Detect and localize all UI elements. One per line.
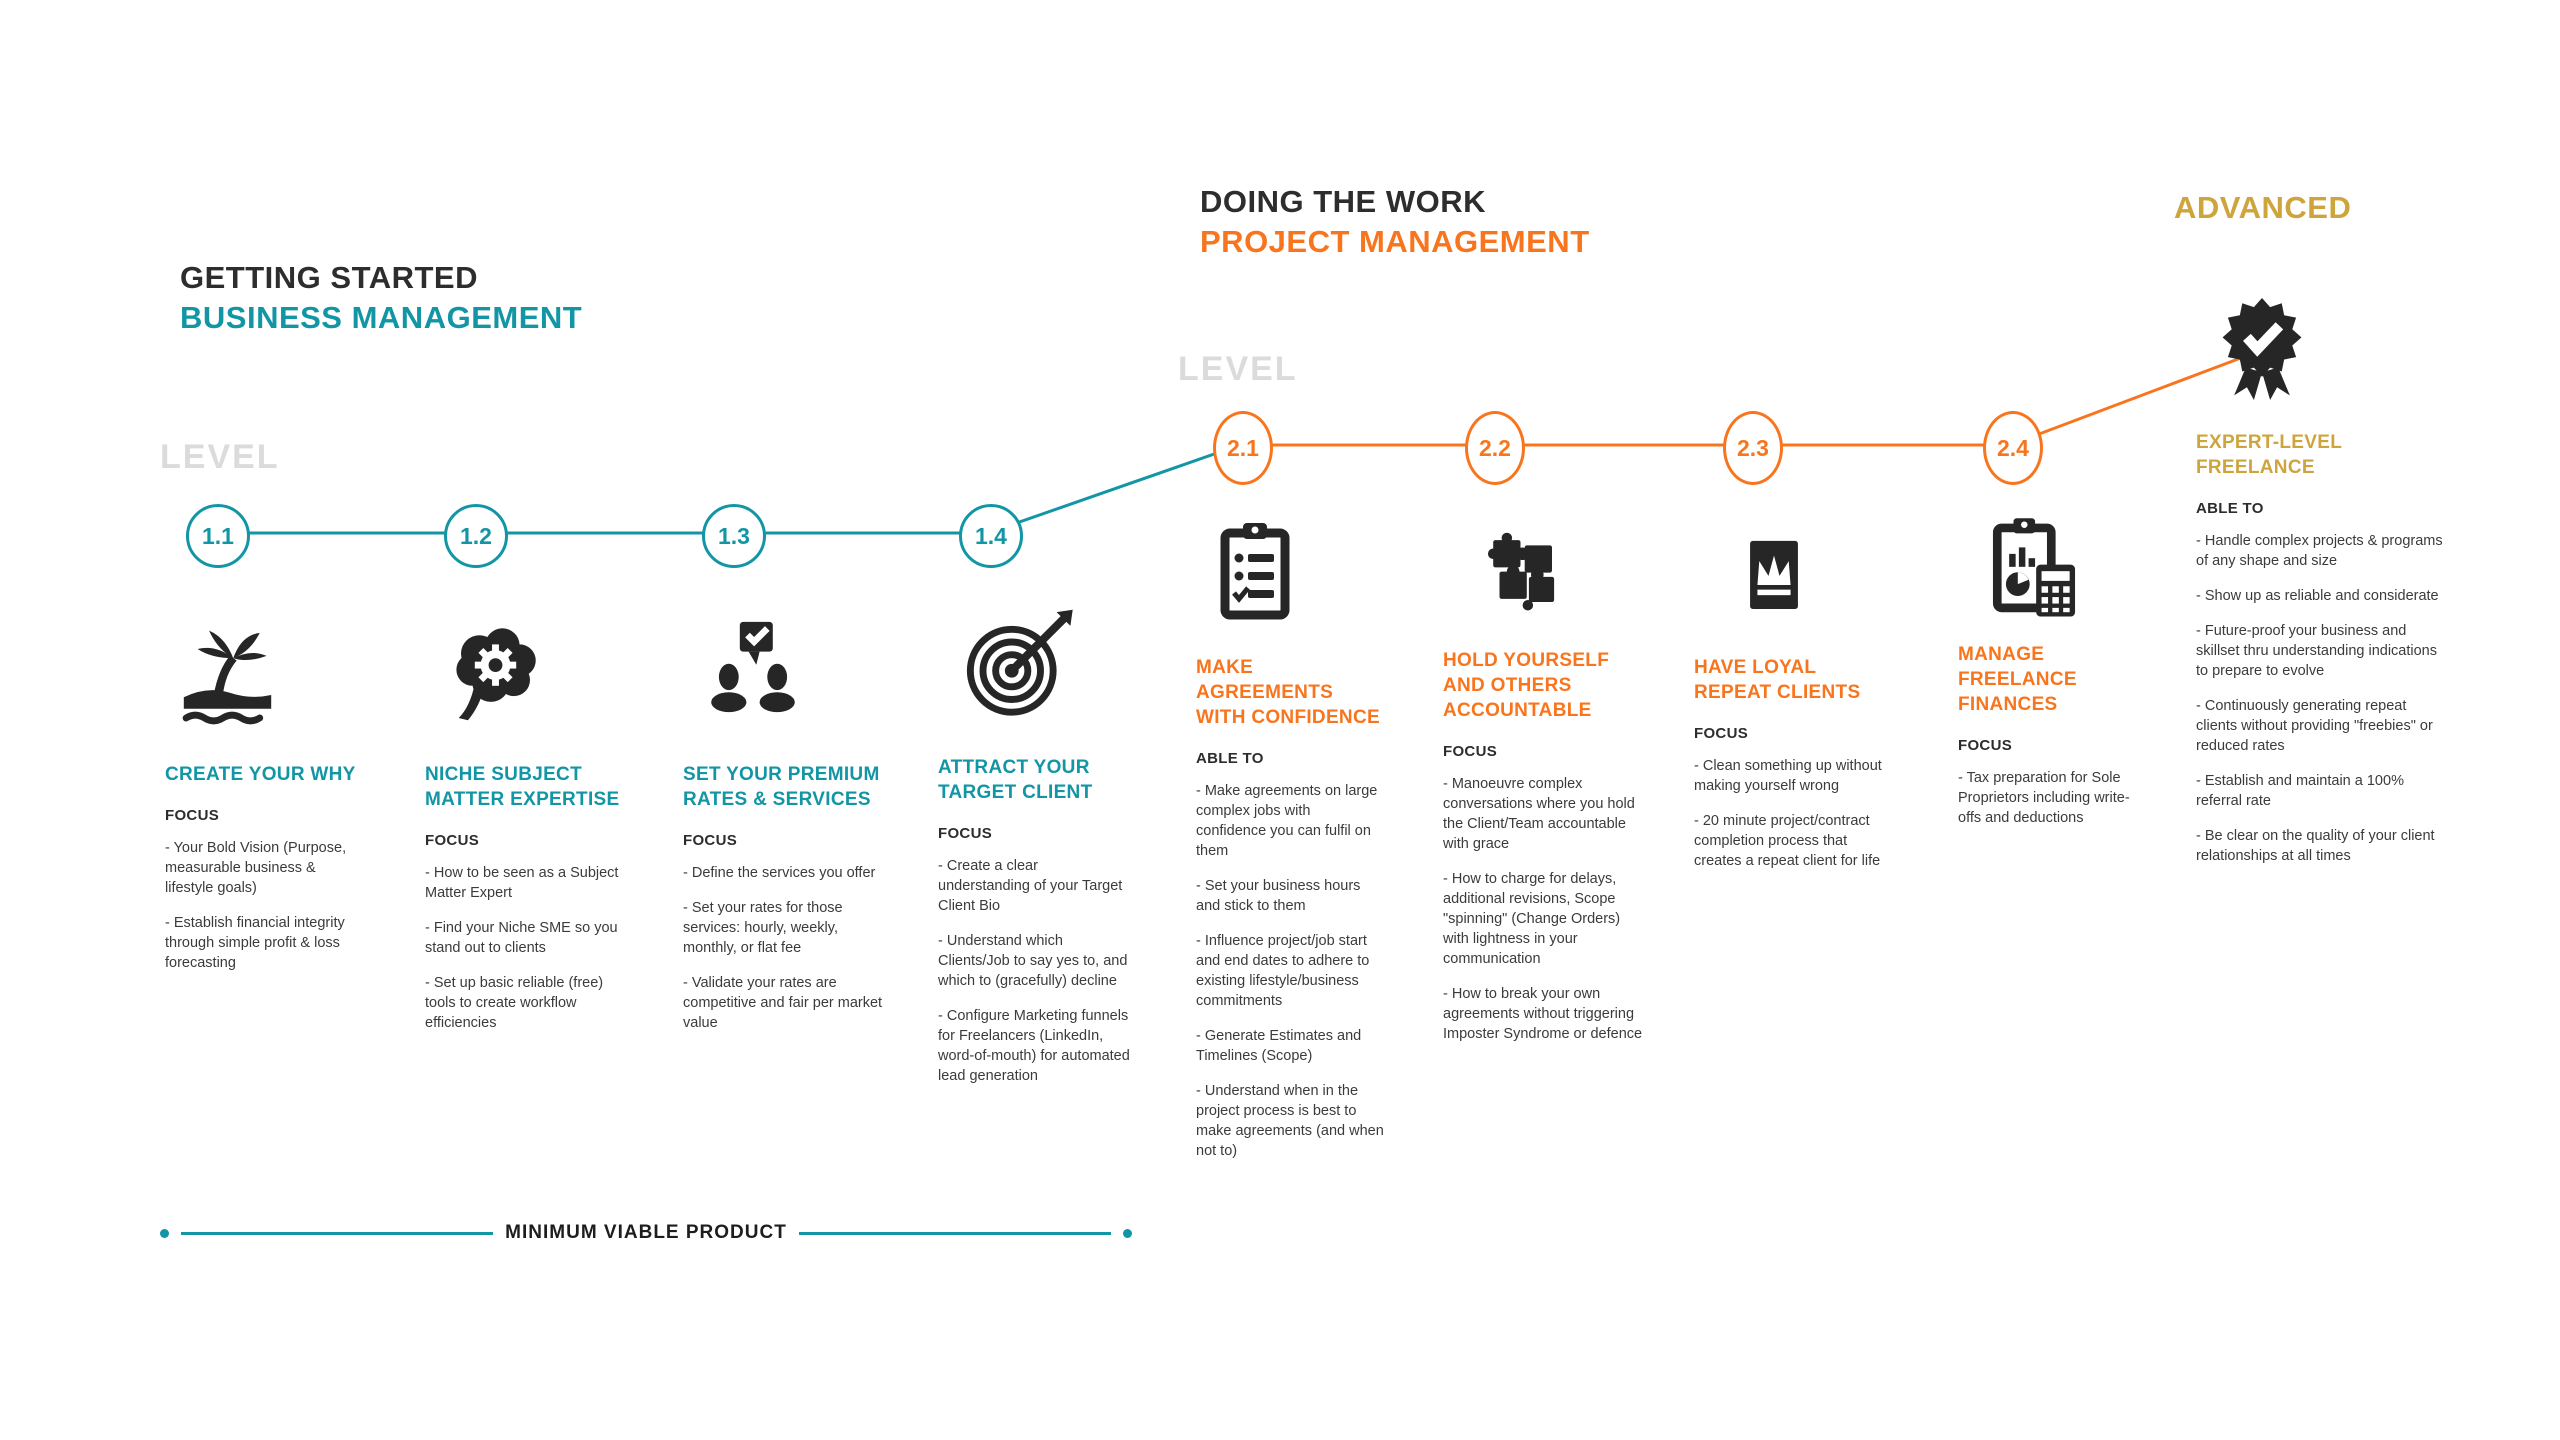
award-badge-icon — [2204, 288, 2320, 415]
level-number: 2.1 — [1227, 434, 1259, 461]
list-label: ABLE TO — [1196, 750, 1264, 768]
stage-column-2-4 — [1958, 642, 2148, 843]
list-label: FOCUS — [938, 825, 992, 843]
level-number: 2.2 — [1479, 434, 1511, 461]
bullet: - Generate Estimates and Timelines (Scope) — [1196, 1028, 1362, 1065]
level-number: 1.1 — [202, 522, 234, 549]
list-label: ABLE TO — [2196, 500, 2264, 518]
level-number: 2.3 — [1737, 434, 1769, 461]
level-number: 1.4 — [975, 522, 1007, 549]
bullet: - Be clear on the quality of your client relationships at all times — [2196, 828, 2435, 865]
brain-gear-icon — [438, 612, 553, 737]
finance-calculator-icon — [1980, 510, 2088, 633]
level-node-2-4 — [1983, 411, 2043, 485]
bullet: - Future-proof your business and skillset thru understanding indications to prepare to evolve — [2196, 623, 2437, 680]
section-subtitle: BUSINESS MANAGEMENT — [180, 300, 583, 336]
bullet: - Influence project/job start and end dates to adhere to existing lifestyle/business commitments — [1196, 933, 1370, 1010]
stage-heading: SET YOUR PREMIUM RATES & SERVICES — [683, 764, 880, 811]
puzzle-icon — [1468, 512, 1573, 632]
section-subtitle: PROJECT MANAGEMENT — [1200, 224, 1590, 260]
stage-heading: MANAGE FREELANCE FINANCES — [1958, 644, 2077, 716]
bullet: - Set your business hours and stick to them — [1196, 878, 1361, 915]
stage-heading: CREATE YOUR WHY — [165, 764, 356, 785]
bullet: - Define the services you offer — [683, 865, 876, 882]
bullet: - Continuously generating repeat clients without providing "freebies" or reduced rates — [2196, 698, 2433, 755]
stage-heading: HOLD YOURSELF AND OTHERS ACCOUNTABLE — [1443, 650, 1610, 722]
bullet: - Tax preparation for Sole Proprietors including write-offs and deductions — [1958, 770, 2130, 827]
bullet: - How to break your own agreements without triggering Imposter Syndrome or defence — [1443, 986, 1643, 1043]
level-node-2-1 — [1213, 411, 1273, 485]
bullet: - Set your rates for those services: hourly, weekly, monthly, or flat fee — [683, 900, 843, 957]
stage-column-2-1 — [1196, 655, 1384, 1176]
stage-heading: HAVE LOYAL REPEAT CLIENTS — [1694, 657, 1861, 704]
bullet: - Establish financial integrity through simple profit & loss forecasting — [165, 915, 345, 972]
bullet: - How to be seen as a Subject Matter Expert — [425, 865, 619, 902]
bullet: - Configure Marketing funnels for Freelancers (LinkedIn, word-of-mouth) for automated lead generation — [938, 1008, 1130, 1085]
bullet: - Clean something up without making yourself wrong — [1694, 758, 1882, 795]
level-node-1-3 — [702, 504, 766, 568]
list-label: FOCUS — [1958, 737, 2012, 755]
bullet: - 20 minute project/contract completion process that creates a repeat client for life — [1694, 813, 1881, 870]
mvp-label: MINIMUM VIABLE PRODUCT — [505, 1222, 787, 1243]
stage-heading: MAKE AGREEMENTS WITH CONFIDENCE — [1196, 657, 1380, 729]
stage-heading: ATTRACT YOUR TARGET CLIENT — [938, 757, 1093, 804]
mvp-line-left — [181, 1232, 493, 1235]
level-node-1-4 — [959, 504, 1023, 568]
level-number: 1.2 — [460, 522, 492, 549]
bullet: - Manoeuvre complex conversations where you hold the Client/Team accountable with grace — [1443, 776, 1635, 853]
list-label: FOCUS — [683, 832, 737, 850]
stage-heading: EXPERT-LEVEL FREELANCE — [2196, 432, 2342, 479]
level-node-2-2 — [1465, 411, 1525, 485]
list-label: FOCUS — [1443, 743, 1497, 761]
bullet: - Set up basic reliable (free) tools to create workflow efficiencies — [425, 975, 604, 1032]
mvp-line-right — [799, 1232, 1111, 1235]
level-number: 2.4 — [1997, 434, 2029, 461]
level-label-1: LEVEL — [160, 438, 280, 476]
section-title: DOING THE WORK — [1200, 184, 1486, 219]
stage-column-2-2 — [1443, 648, 1643, 1059]
list-label: FOCUS — [425, 832, 479, 850]
bullet: - Understand which Clients/Job to say yes to, and which to (gracefully) decline — [938, 933, 1128, 990]
section-title: GETTING STARTED — [180, 260, 478, 295]
level-label-2: LEVEL — [1178, 350, 1298, 388]
minimum-viable-product-marker — [160, 1222, 1132, 1244]
palm-island-icon — [170, 612, 285, 737]
bullet: - Establish and maintain a 100% referral rate — [2196, 773, 2404, 810]
line-end-dot — [160, 1229, 169, 1238]
bullet: - Find your Niche SME so you stand out to clients — [425, 920, 618, 957]
bullet: - Create a clear understanding of your Target Client Bio — [938, 858, 1123, 915]
crown-icon — [1728, 520, 1820, 633]
stage-column-1-1 — [165, 762, 357, 988]
bullet: - How to charge for delays, additional revisions, Scope "spinning" (Change Orders) with lightness in your communication — [1443, 871, 1621, 968]
bullet: - Understand when in the project process is best to make agreements (and when not to) — [1196, 1083, 1384, 1160]
bullet: - Show up as reliable and considerate — [2196, 588, 2439, 605]
list-label: FOCUS — [165, 807, 219, 825]
list-label: FOCUS — [1694, 725, 1748, 743]
stage-column-1-4 — [938, 755, 1133, 1101]
clipboard-checklist-icon — [1205, 515, 1305, 632]
stage-column-1-3 — [683, 762, 888, 1048]
section-advanced-title: ADVANCED — [2174, 190, 2352, 225]
target-arrow-icon — [960, 605, 1075, 730]
people-check-icon — [698, 615, 808, 735]
stage-column-advanced — [2196, 430, 2444, 881]
bullet: - Validate your rates are competitive and fair per market value — [683, 975, 883, 1032]
stage-heading: NICHE SUBJECT MATTER EXPERTISE — [425, 764, 620, 811]
level-node-1-1 — [186, 504, 250, 568]
bullet: - Your Bold Vision (Purpose, measurable business & lifestyle goals) — [165, 840, 347, 897]
stage-column-1-2 — [425, 762, 620, 1048]
bullet: - Handle complex projects & programs of any shape and size — [2196, 533, 2443, 570]
bullet: - Make agreements on large complex jobs with confidence you can fulfil on them — [1196, 783, 1378, 860]
stage-column-2-3 — [1694, 655, 1884, 886]
line-end-dot — [1123, 1229, 1132, 1238]
level-node-1-2 — [444, 504, 508, 568]
level-number: 1.3 — [718, 522, 750, 549]
level-node-2-3 — [1723, 411, 1783, 485]
